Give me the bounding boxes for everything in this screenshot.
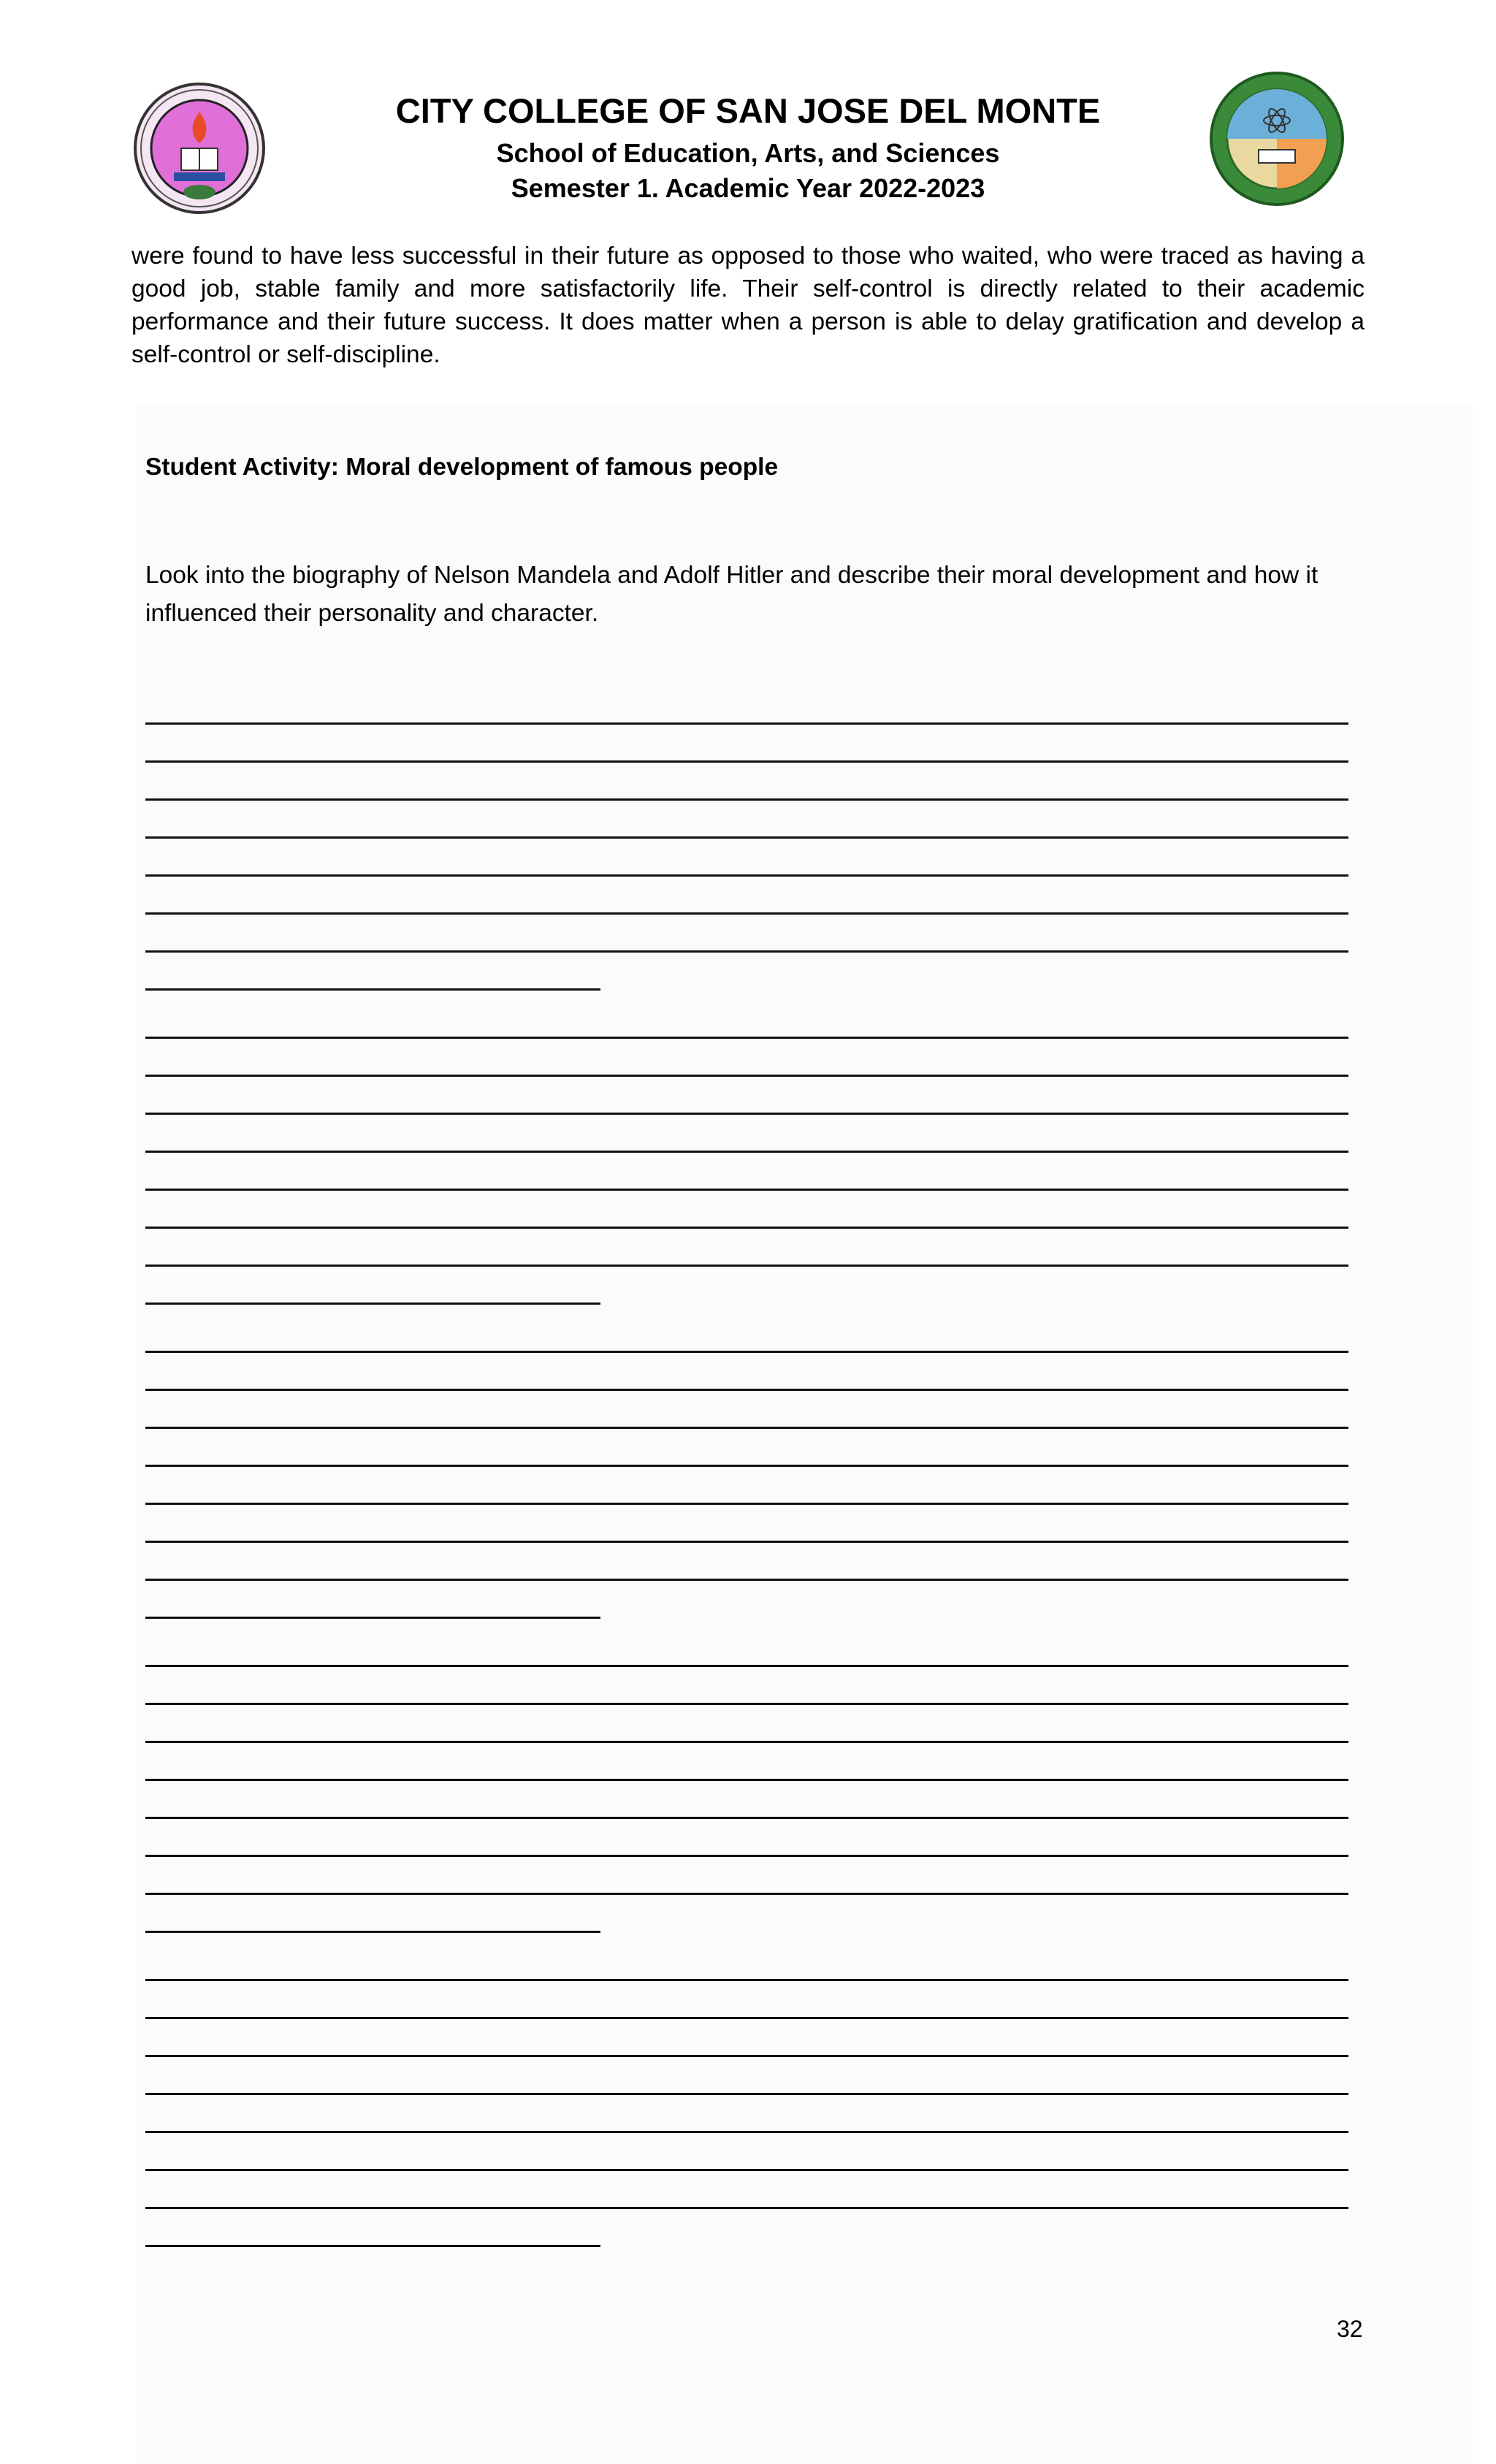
answer-line[interactable]: [145, 1115, 1348, 1153]
intro-paragraph: were found to have less successful in their future as opposed to those who waited, who were traced as having a good job, stable family and more satisfactorily life. Their self-control is directly related to their academic performance and their future success. It does matter when a person is able to delay gratification and develop a self-control or self-discipline.: [131, 243, 1365, 368]
answer-line[interactable]: [145, 1153, 1348, 1191]
answer-line[interactable]: [145, 839, 1348, 877]
answer-line[interactable]: [145, 1001, 1348, 1039]
answer-line[interactable]: [145, 1505, 1348, 1543]
answer-line[interactable]: [145, 953, 600, 991]
page-number: 32: [1337, 2316, 1363, 2342]
activity-instruction: Look into the biography of Nelson Mandela and Adolf Hitler and describe their moral development and how it influenced their personality and character.: [145, 562, 1318, 627]
activity-title: Student Activity: Moral development of famous people: [145, 454, 779, 481]
answer-line[interactable]: [145, 1743, 1348, 1781]
answer-line[interactable]: [145, 1581, 600, 1619]
semester-label: Semester 1. Academic Year 2022-2023: [511, 173, 985, 203]
answer-line[interactable]: [145, 1667, 1348, 1705]
answer-paragraph: [145, 1629, 1348, 1933]
answer-line[interactable]: [145, 1705, 1348, 1743]
answer-line[interactable]: [145, 1429, 1348, 1467]
answer-line[interactable]: [145, 1629, 1348, 1667]
answer-line[interactable]: [145, 2019, 1348, 2057]
school-name: School of Education, Arts, and Sciences: [496, 138, 1000, 168]
answer-line[interactable]: [145, 877, 1348, 915]
answer-line[interactable]: [145, 1981, 1348, 2019]
answer-line[interactable]: [145, 2171, 1348, 2209]
answer-line[interactable]: [145, 1781, 1348, 1819]
answer-line[interactable]: [145, 1391, 1348, 1429]
answer-line[interactable]: [145, 763, 1348, 801]
answer-line[interactable]: [145, 1191, 1348, 1229]
answer-line[interactable]: [145, 1267, 600, 1305]
answer-line[interactable]: [145, 2095, 1348, 2133]
answer-line[interactable]: [145, 915, 1348, 953]
answer-line[interactable]: [145, 1543, 1348, 1581]
answer-line[interactable]: [145, 1229, 1348, 1267]
answer-paragraph: [145, 687, 1348, 991]
answer-line[interactable]: [145, 1467, 1348, 1505]
answer-line[interactable]: [145, 2057, 1348, 2095]
answer-line[interactable]: [145, 1895, 600, 1933]
answer-line[interactable]: [145, 687, 1348, 725]
answer-paragraph: [145, 1315, 1348, 1619]
answer-line[interactable]: [145, 1315, 1348, 1353]
answer-line[interactable]: [145, 2133, 1348, 2171]
answer-line[interactable]: [145, 1819, 1348, 1857]
answer-line[interactable]: [145, 2209, 600, 2247]
answer-paragraph: [145, 1943, 1348, 2247]
answer-line[interactable]: [145, 1943, 1348, 1981]
answer-line[interactable]: [145, 1353, 1348, 1391]
college-name: CITY COLLEGE OF SAN JOSE DEL MONTE: [395, 91, 1101, 130]
page-header: [0, 0, 1496, 219]
answer-line[interactable]: [145, 1039, 1348, 1077]
answer-line[interactable]: [145, 1077, 1348, 1115]
answer-line[interactable]: [145, 801, 1348, 839]
answer-line[interactable]: [145, 725, 1348, 763]
answer-paragraph: [145, 1001, 1348, 1305]
answer-lines: [145, 687, 1348, 2247]
answer-line[interactable]: [145, 1857, 1348, 1895]
